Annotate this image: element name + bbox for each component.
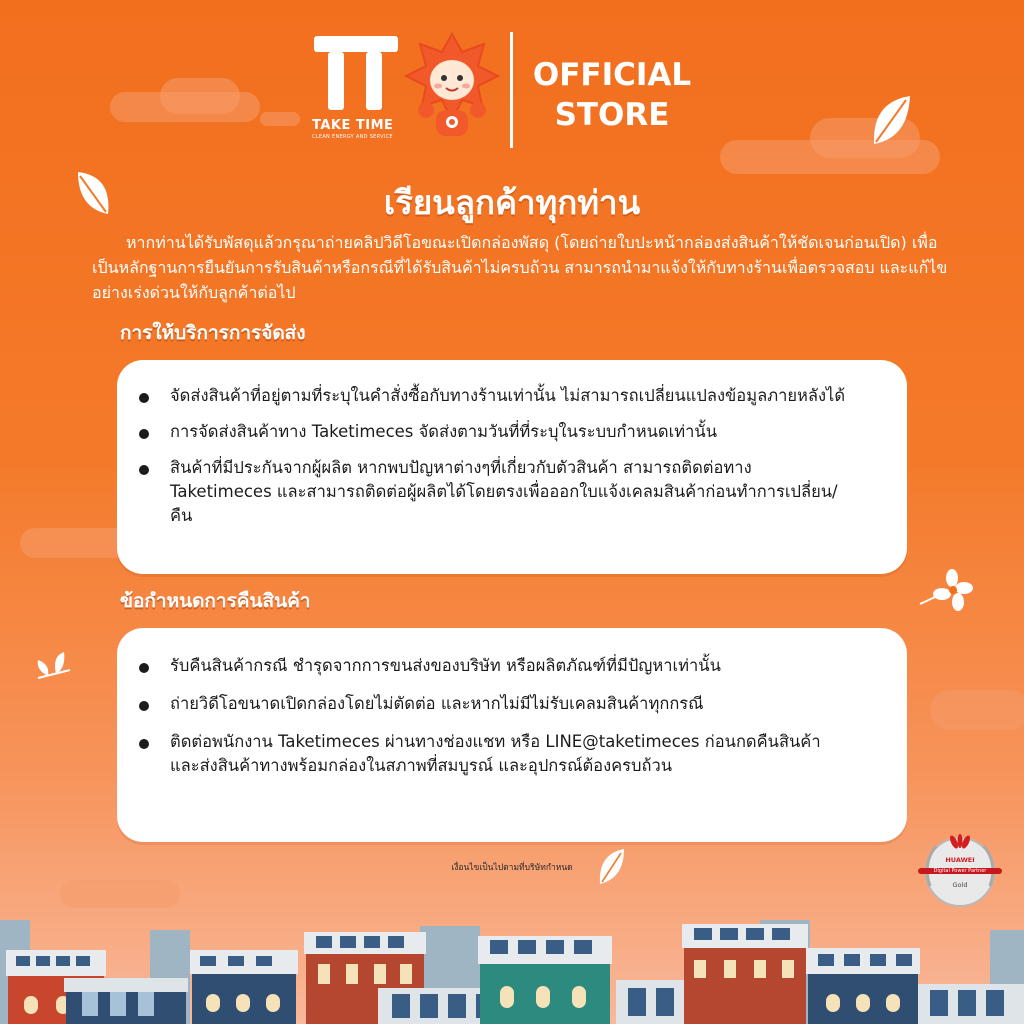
house [190, 950, 298, 1024]
huawei-brand: HUAWEI [945, 856, 975, 864]
house [806, 948, 920, 1024]
shipping-item: สินค้าที่มีประกันจากผู้ผลิต หากพบปัญหาต่างๆที่เกี่ยวกับตัวสินค้า สามารถติดต่อทาง Taketimeces และสามารถติดต่อผู้ผลิตได้โดยตรงเพื่อออกใบแจ้งเคลมสินค้าก่อนทำการเปลี่ยน/คืน [117, 456, 847, 528]
returns-item: ถ่ายวิดีโอขนาดเปิดกล่องโดยไม่ตัดต่อ และหากไม่มีไม่รับเคลมสินค้าทุกกรณี [117, 692, 847, 716]
page-title: เรียนลูกค้าทุกท่าน [383, 183, 641, 222]
cloud-decoration [260, 112, 300, 126]
returns-section-title: ข้อกำหนดการคืนสินค้า [120, 590, 311, 612]
house [64, 978, 188, 1024]
official-store-label [522, 55, 702, 135]
cloud-decoration [160, 78, 240, 114]
shipping-item: การจัดส่งสินค้าทาง Taketimeces จัดส่งตามวันที่ที่ระบุในระบบกำหนดเท่านั้น [117, 420, 847, 444]
official-label: OFFICIAL [532, 57, 692, 93]
take-time-logo [314, 36, 398, 110]
store-label: STORE [554, 97, 670, 133]
intro-paragraph: หากท่านได้รับพัสดุแล้วกรุณาถ่ายคลิปวิดีโอขณะเปิดกล่องพัสดุ (โดยถ่ายใบปะหน้ากล่องส่งสินค้าให้ชัดเจนก่อนเปิด) เพื่อเป็นหลักฐานการยืนยันการรับสินค้าหรือกรณีที่ได้รับสินค้าไม่ครบถ้วน สามารถนำมาแจ้งให้กับทางร้านเพื่อตรวจสอบ และแก้ไขอย่างเร่งด่วนให้กับลูกค้าต่อไป [92, 233, 948, 302]
house [682, 924, 808, 1024]
shipping-section-title: การให้บริการการจัดส่ง [120, 322, 306, 344]
huawei-program: Digital Power Partner [918, 868, 1002, 874]
mascot-icon [402, 30, 502, 142]
header-divider [510, 32, 513, 148]
shipping-card [117, 360, 907, 574]
leaf-icon [866, 92, 916, 150]
footnote: เงื่อนไขเป็นไปตามที่บริษัทกำหนด [451, 863, 573, 873]
flower-icon [918, 568, 974, 612]
brand-tagline: CLEAN ENERGY AND SERVICE [312, 134, 393, 140]
house [478, 936, 612, 1024]
huawei-tier: Gold [952, 881, 968, 889]
city-skyline-illustration [0, 900, 1024, 1024]
cloud-decoration [930, 690, 1024, 730]
leaf-sprout-icon [34, 650, 74, 686]
returns-item: รับคืนสินค้ากรณี ชำรุดจากการขนส่งของบริษัท หรือผลิตภัณฑ์ที่มีปัญหาเท่านั้น [117, 654, 847, 678]
shipping-item: จัดส่งสินค้าที่อยู่ตามที่ระบุในคำสั่งซื้อกับทางร้านเท่านั้น ไม่สามารถเปลี่ยนแปลงข้อมูลภายหลังได้ [117, 384, 847, 408]
brand-name: TAKE TIME [312, 118, 394, 133]
returns-item: ติดต่อพนักงาน Taketimeces ผ่านทางช่องแชท หรือ LINE@taketimeces ก่อนกดคืนสินค้า และส่งสินค้าทางพร้อมกล่องในสภาพที่สมบูรณ์ และอุปกรณ์ต้องครบถ้วน [117, 730, 847, 778]
returns-card [117, 628, 907, 842]
house [918, 984, 1024, 1024]
